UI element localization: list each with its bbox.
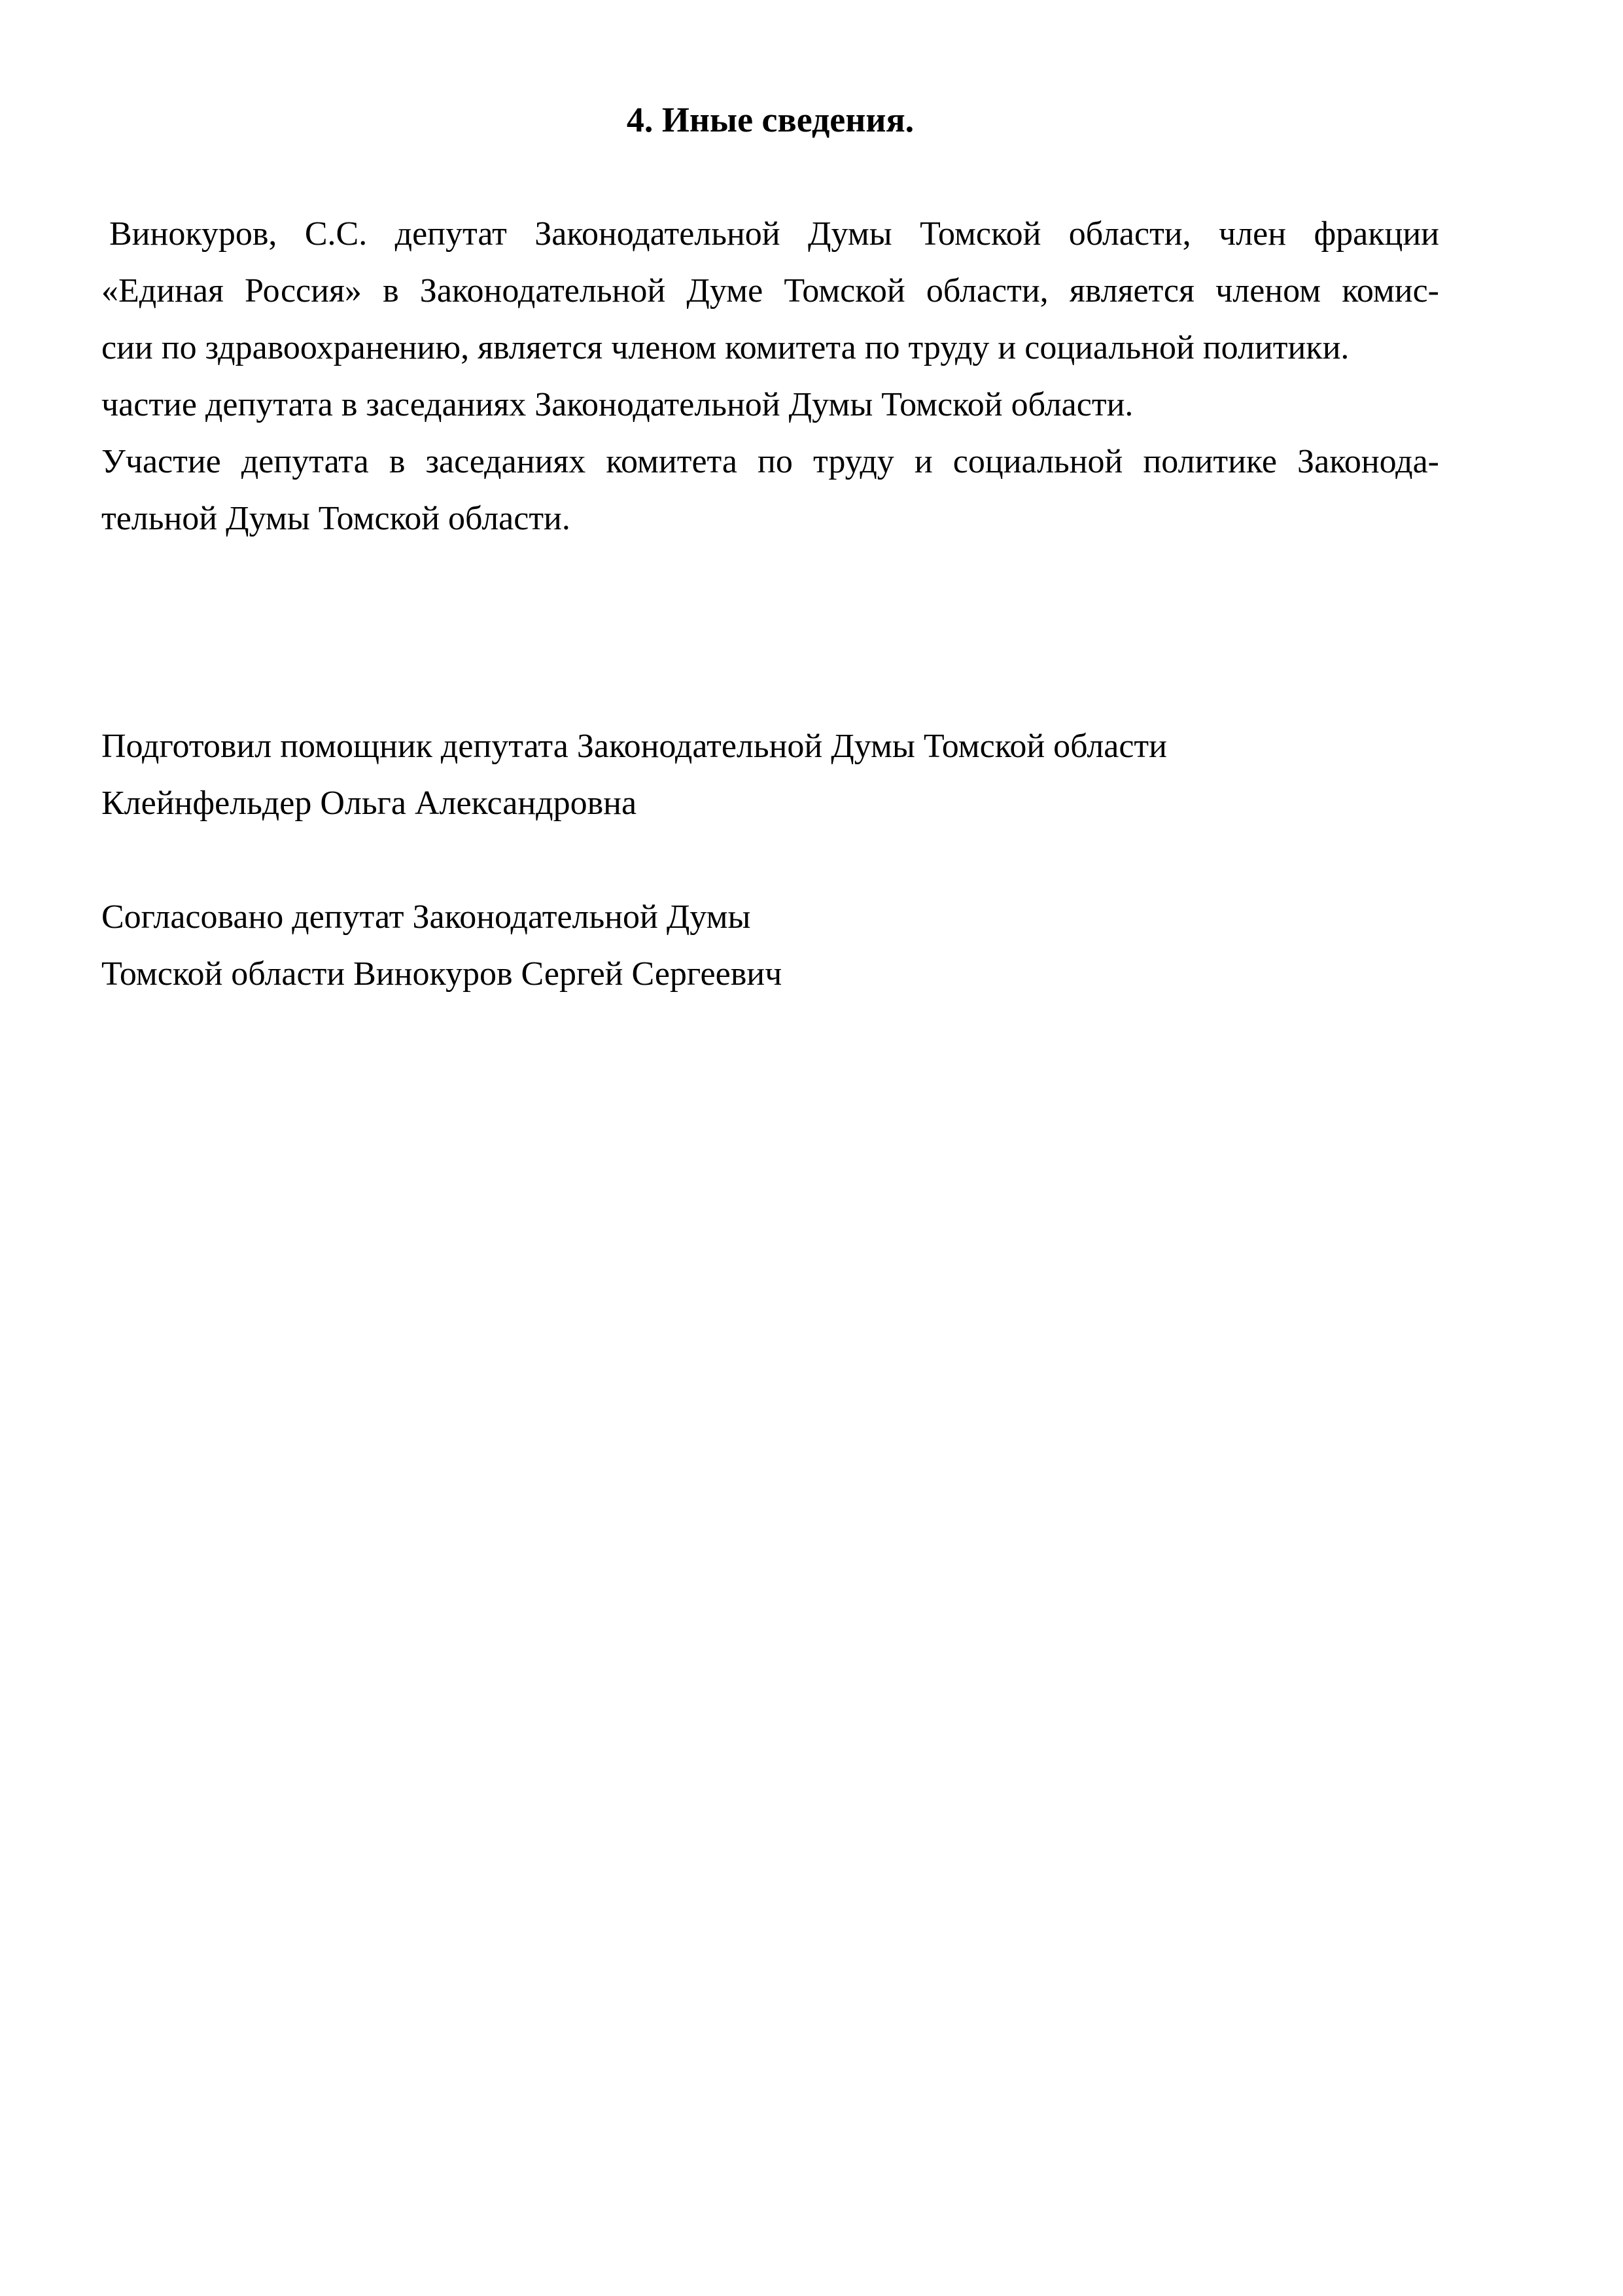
prepared-by-line: Подготовил помощник депутата Законодательной Думы Томской области <box>101 728 1167 765</box>
paragraph-line: сии по здравоохранению, является членом комитета по труду и социальной политики. <box>101 329 1350 366</box>
paragraph-line: «Единая Россия» в Законодательной Думе Томской области, является членом комис- <box>101 272 1439 309</box>
paragraph-line: частие депутата в заседаниях Законодательной Думы Томской области. <box>101 386 1134 423</box>
approved-by-line: Томской области Винокуров Сергей Сергеевич <box>101 955 782 993</box>
paragraph-line: Участие депутата в заседаниях комитета по труду и социальной политике Законода- <box>101 443 1439 480</box>
blank-line <box>101 547 1439 604</box>
blank-line <box>101 604 1439 661</box>
prepared-by-line: Клейнфельдер Ольга Александровна <box>101 785 637 822</box>
section-title: 4. Иные сведения. <box>626 100 915 139</box>
document-content <box>101 92 1439 1002</box>
blank-line <box>101 832 1439 889</box>
blank-line <box>101 661 1439 718</box>
paragraph-line: тельной Думы Томской области. <box>101 500 570 537</box>
paragraph-line: Винокуров, С.С. депутат Законодательной Думы Томской области, член фракции <box>109 215 1439 253</box>
blank-line <box>101 149 1439 205</box>
approved-by-line: Согласовано депутат Законодательной Думы <box>101 898 751 936</box>
